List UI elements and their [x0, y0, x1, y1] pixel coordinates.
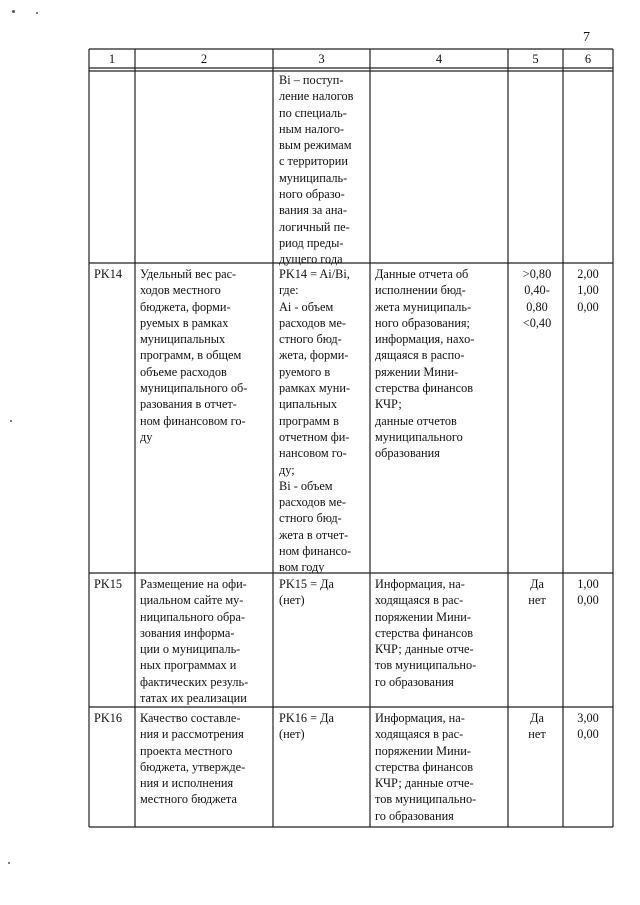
header-col-4: 4: [435, 52, 443, 66]
scan-speck: [12, 10, 15, 13]
row-name: Качество составле- ния и рассмотрения проекта местного бюджета, утвержде- ния и исполнения местного бюджета: [140, 711, 246, 807]
header-col-5: 5: [532, 52, 539, 66]
row-formula: Bi – поступ- ление налогов по специаль- ным налого- вым режимам с территории муниципаль- ного образо- вания за ана- логичный пе- риод преды- дущего года: [279, 73, 354, 267]
row-values: >0,80 0,40- 0,80 <0,40: [522, 267, 552, 330]
row-source: Данные отчета об исполнении бюд- жета муниципаль- ного образования; информация, нахо- дящаяся в распо- ряжении Мини- стерства финансов КЧР; данные отчетов муниципального образования: [375, 267, 475, 461]
row-formula: PK16 = Да (нет): [279, 711, 334, 742]
header-col-2: 2: [200, 52, 208, 66]
row-points: 3,00 0,00: [577, 711, 599, 742]
row-formula: PK15 = Да (нет): [279, 577, 334, 608]
row-values: Да нет: [528, 711, 546, 742]
scan-speck: [36, 12, 38, 14]
row-source: Информация, на- ходящаяся в рас- поряжении Мини- стерства финансов КЧР; данные отче- тов муниципально- го образования: [375, 711, 477, 823]
row-code: PK15: [94, 577, 123, 591]
row-name: Удельный вес рас- ходов местного бюджета, форми- руемых в рамках муниципальных программ, в общем объеме расходов муниципального об- разования в отчет- ном финансовом го- ду: [140, 267, 248, 444]
header-col-6: 6: [584, 52, 592, 66]
header-col-3: 3: [318, 52, 325, 66]
row-values: Да нет: [528, 577, 546, 608]
row-formula: PK14 = Ai/Bi, где: Ai - объем расходов ме- стного бюд- жета, форми- руемого в рамках муни- ципальных программ в отчетном фи- нансовом го- ду; Bi - объем расходов ме- стного бюд- жета в отчет- ном финансо- вом году: [279, 267, 352, 575]
row-points: 1,00 0,00: [577, 577, 599, 608]
scan-speck: [8, 862, 10, 864]
row-code: PK16: [94, 711, 123, 725]
header-col-1: 1: [108, 52, 116, 66]
page-number: 7: [583, 30, 590, 45]
row-code: PK14: [94, 267, 123, 281]
scan-speck: [10, 420, 12, 422]
row-source: Информация, на- ходящаяся в рас- поряжении Мини- стерства финансов КЧР; данные отче- тов муниципально- го образования: [375, 577, 477, 689]
row-points: 2,00 1,00 0,00: [577, 267, 599, 314]
row-name: Размещение на офи- циальном сайте му- ниципального обра- зования информа- ции о муниципаль- ных программах и фактических резуль- татах их реализации: [140, 577, 249, 706]
